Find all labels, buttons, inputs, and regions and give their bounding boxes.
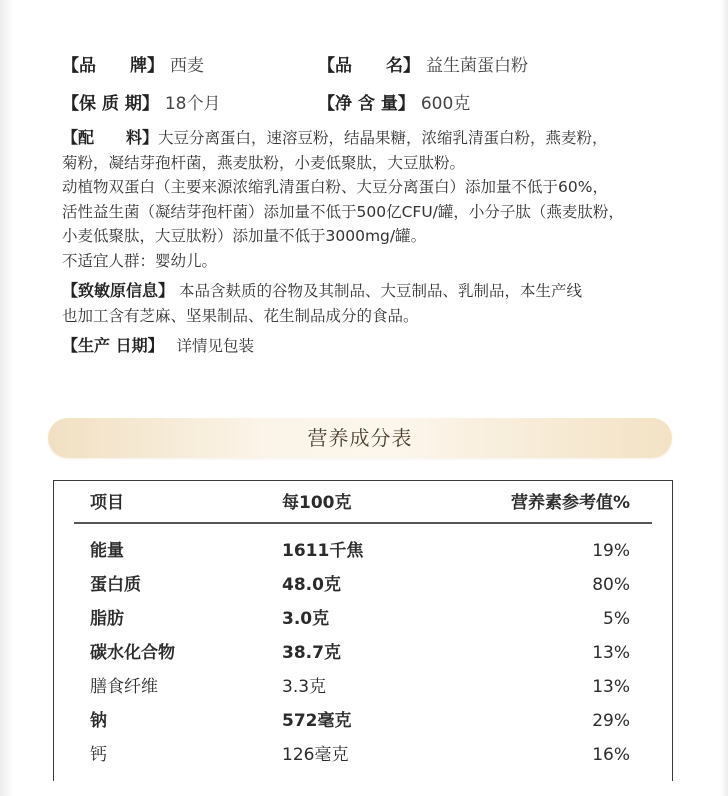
- allergen-text-1: 本品含麸质的谷物及其制品、大豆制品、乳制品，本生产线: [178, 282, 582, 300]
- ingredients-text-5: 小麦低聚肽，大豆肽粉）添加量不低于3000mg/罐。: [62, 227, 427, 245]
- info-row-brand-name: [62, 44, 692, 82]
- nrv-percent: 19%: [592, 541, 630, 561]
- nrv-percent: 13%: [592, 643, 630, 663]
- table-row: [54, 568, 672, 602]
- table-row: [54, 636, 672, 670]
- amount-per-100g: 38.7克: [282, 643, 341, 663]
- header-divider: [74, 522, 652, 524]
- ingredients-text-2: 菊粉，凝结芽孢杆菌，燕麦肽粉，小麦低聚肽，大豆肽粉。: [62, 153, 466, 172]
- header-per-100g: 每100克: [282, 493, 352, 513]
- ingredients-label: 【配 料】: [62, 128, 159, 147]
- brand-field: [62, 51, 318, 76]
- nrv-percent: 5%: [603, 609, 630, 629]
- ingredients-text-1: 大豆分离蛋白，速溶豆粉，结晶果糖，浓缩乳清蛋白粉，燕麦粉，: [158, 129, 608, 147]
- product-name-field: [318, 51, 528, 76]
- production-date-line: [62, 334, 690, 359]
- nutrient-name: 能量: [90, 541, 124, 561]
- amount-per-100g: 1611千焦: [282, 541, 364, 561]
- nutrient-name: 脂肪: [90, 609, 124, 629]
- brand-label: 【品 牌】: [62, 55, 164, 76]
- production-date-value: 详情见包装: [176, 337, 255, 355]
- table-row: [54, 670, 672, 704]
- ingredients-block: [62, 126, 690, 359]
- table-row: [54, 602, 672, 636]
- shelf-life-value: 18个月: [164, 93, 221, 114]
- shelf-life-label: 【保 质 期】: [62, 93, 159, 114]
- nutrition-title: 营养成分表: [307, 426, 413, 450]
- amount-per-100g: 3.0克: [282, 609, 330, 629]
- amount-per-100g: 126毫克: [282, 745, 349, 765]
- allergen-label: 【致敏原信息】: [62, 281, 175, 300]
- nutrition-banner: [48, 418, 672, 458]
- nutrient-name: 碳水化合物: [90, 643, 175, 663]
- nutrition-table: [53, 480, 673, 781]
- table-header: [54, 481, 672, 525]
- shelf-life-field: [62, 89, 318, 114]
- product-name-label: 【品 名】: [318, 55, 420, 76]
- allergen-line-1: [62, 279, 690, 304]
- nutrient-name: 膳食纤维: [90, 677, 158, 697]
- ingredients-text-4: 活性益生菌（凝结芽孢杆菌）添加量不低于500亿CFU/罐，小分子肽（燕麦肽粉，: [62, 202, 624, 221]
- amount-per-100g: 48.0克: [282, 575, 341, 595]
- right-edge-shadow: [720, 0, 728, 796]
- nrv-percent: 80%: [592, 575, 630, 595]
- amount-per-100g: 3.3克: [282, 677, 327, 697]
- nutrient-name: 钙: [90, 745, 107, 765]
- allergen-text-2: 也加工含有芝麻、坚果制品、花生制品成分的食品。: [62, 306, 419, 325]
- net-content-field: [318, 89, 470, 114]
- ingredients-line-1: [62, 126, 690, 151]
- nrv-percent: 16%: [592, 745, 630, 765]
- header-nrv: 营养素参考值%: [510, 493, 630, 513]
- unsuitable-population: 不适宜人群：婴幼儿。: [62, 251, 218, 270]
- net-content-label: 【净 含 量】: [318, 93, 415, 114]
- production-date-label: 【生产 日期】: [62, 336, 164, 355]
- nrv-percent: 13%: [592, 677, 630, 697]
- nutrient-name: 钠: [90, 711, 107, 731]
- product-info: [62, 44, 692, 120]
- nrv-percent: 29%: [592, 711, 630, 731]
- left-edge-shadow: [0, 0, 14, 796]
- nutrient-name: 蛋白质: [90, 575, 141, 595]
- amount-per-100g: 572毫克: [282, 711, 352, 731]
- ingredients-text-3: 动植物双蛋白（主要来源浓缩乳清蛋白粉、大豆分离蛋白）添加量不低于60%，: [62, 178, 608, 196]
- header-item: 项目: [90, 493, 124, 513]
- table-row: [54, 704, 672, 738]
- brand-value: 西麦: [170, 55, 204, 76]
- net-content-value: 600克: [420, 93, 471, 114]
- product-name-value: 益生菌蛋白粉: [426, 55, 528, 76]
- table-row: [54, 534, 672, 568]
- info-row-shelf-net: [62, 82, 692, 120]
- table-row: [54, 738, 672, 772]
